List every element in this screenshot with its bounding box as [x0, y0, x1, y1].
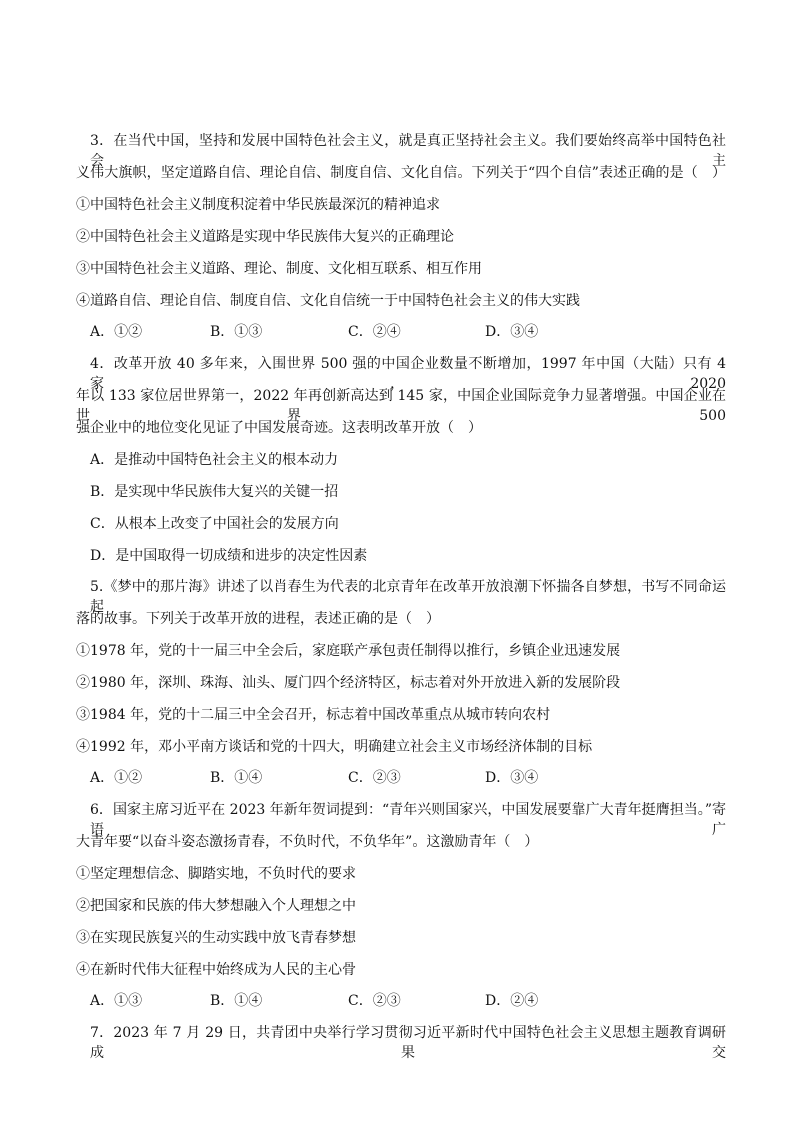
q5-stem-line2: 落的故事。下列关于改革开放的进程，表述正确的是（ ）: [76, 611, 440, 627]
q3-options: [90, 322, 610, 342]
q4-stem-line3: 强企业中的地位变化见证了中国发展奇迹。这表明改革开放（ ）: [76, 420, 482, 436]
q3-stem-line2: 义伟大旗帜，坚定道路自信、理论自信、制度自信、文化自信。下列关于“四个自信”表述正确的是（ ）: [76, 165, 726, 181]
q3-item-4: ④道路自信、理论自信、制度自信、文化自信统一于中国特色社会主义的伟大实践: [76, 293, 580, 309]
q6-item-4: ④在新时代伟大征程中始终成为人民的主心骨: [76, 962, 356, 978]
q4-option-a[interactable]: A．是推动中国特色社会主义的根本动力: [90, 452, 339, 468]
q3-option-a[interactable]: A．①②: [90, 324, 143, 340]
q6-options: [90, 991, 610, 1011]
q6-option-b[interactable]: B．①④: [210, 993, 263, 1009]
q3-option-d[interactable]: D．③④: [485, 324, 539, 340]
q7-stem-line1: 7．2023 年 7 月 29 日，共青团中央举行学习贯彻习近平新时代中国特色社会主义思想主题教育调研成果交: [90, 1025, 726, 1061]
q5-item-4: ④1992 年，邓小平南方谈话和党的十四大，明确建立社会主义市场经济体制的目标: [76, 739, 593, 755]
q4-option-c[interactable]: C．从根本上改变了中国社会的发展方向: [90, 516, 339, 532]
q4-stem-line1: 4．改革开放 40 多年来，入围世界 500 强的中国企业数量不断增加，1997 年中国（大陆）只有 4 家，2020: [90, 356, 726, 392]
q4-option-b[interactable]: B．是实现中华民族伟大复兴的关键一招: [90, 484, 339, 500]
q5-stem-line1: 5.《梦中的那片海》讲述了以肖春生为代表的北京青年在改革开放浪潮下怀揣各自梦想，书写不同命运起: [90, 579, 726, 615]
q3-option-b[interactable]: B．①③: [210, 324, 263, 340]
q5-option-d[interactable]: D．③④: [485, 770, 539, 786]
q5-option-c[interactable]: C．②③: [348, 770, 401, 786]
q4-stem-line2: 年以 133 家位居世界第一，2022 年再创新高达到 145 家，中国企业国际竞争力显著增强。中国企业在世界 500: [76, 388, 726, 424]
q5-option-b[interactable]: B．①④: [210, 770, 263, 786]
q3-item-2: ②中国特色社会主义道路是实现中华民族伟大复兴的正确理论: [76, 229, 454, 245]
q4-option-d[interactable]: D．是中国取得一切成绩和进步的决定性因素: [90, 548, 368, 564]
q5-item-2: ②1980 年，深圳、珠海、汕头、厦门四个经济特区，标志着对外开放进入新的发展阶段: [76, 675, 621, 691]
q6-option-a[interactable]: A．①③: [90, 993, 143, 1009]
q3-option-c[interactable]: C．②④: [348, 324, 401, 340]
q3-item-3: ③中国特色社会主义道路、理论、制度、文化相互联系、相互作用: [76, 261, 482, 277]
q3-stem-line1: 3．在当代中国，坚持和发展中国特色社会主义，就是真正坚持社会主义。我们要始终高举中国特色社会主: [90, 133, 726, 169]
q6-stem-line2: 大青年要“以奋斗姿态激扬青春，不负时代，不负华年”。这激励青年（ ）: [76, 834, 539, 850]
q3-item-1: ①中国特色社会主义制度积淀着中华民族最深沉的精神追求: [76, 197, 440, 213]
q5-options: [90, 768, 610, 788]
q6-item-3: ③在实现民族复兴的生动实践中放飞青春梦想: [76, 930, 356, 946]
q6-option-c[interactable]: C．②③: [348, 993, 401, 1009]
q6-option-d[interactable]: D．②④: [485, 993, 539, 1009]
q6-stem-line1: 6．国家主席习近平在 2023 年新年贺词提到：“青年兴则国家兴，中国发展要靠广大青年挺膺担当。”寄语广: [90, 802, 726, 838]
q5-item-3: ③1984 年，党的十二届三中全会召开，标志着中国改革重点从城市转向农村: [76, 707, 551, 723]
q6-item-2: ②把国家和民族的伟大梦想融入个人理想之中: [76, 898, 356, 914]
q5-option-a[interactable]: A．①②: [90, 770, 143, 786]
q5-item-1: ①1978 年，党的十一届三中全会后，家庭联产承包责任制得以推行，乡镇企业迅速发展: [76, 643, 621, 659]
q6-item-1: ①坚定理想信念、脚踏实地，不负时代的要求: [76, 866, 356, 882]
